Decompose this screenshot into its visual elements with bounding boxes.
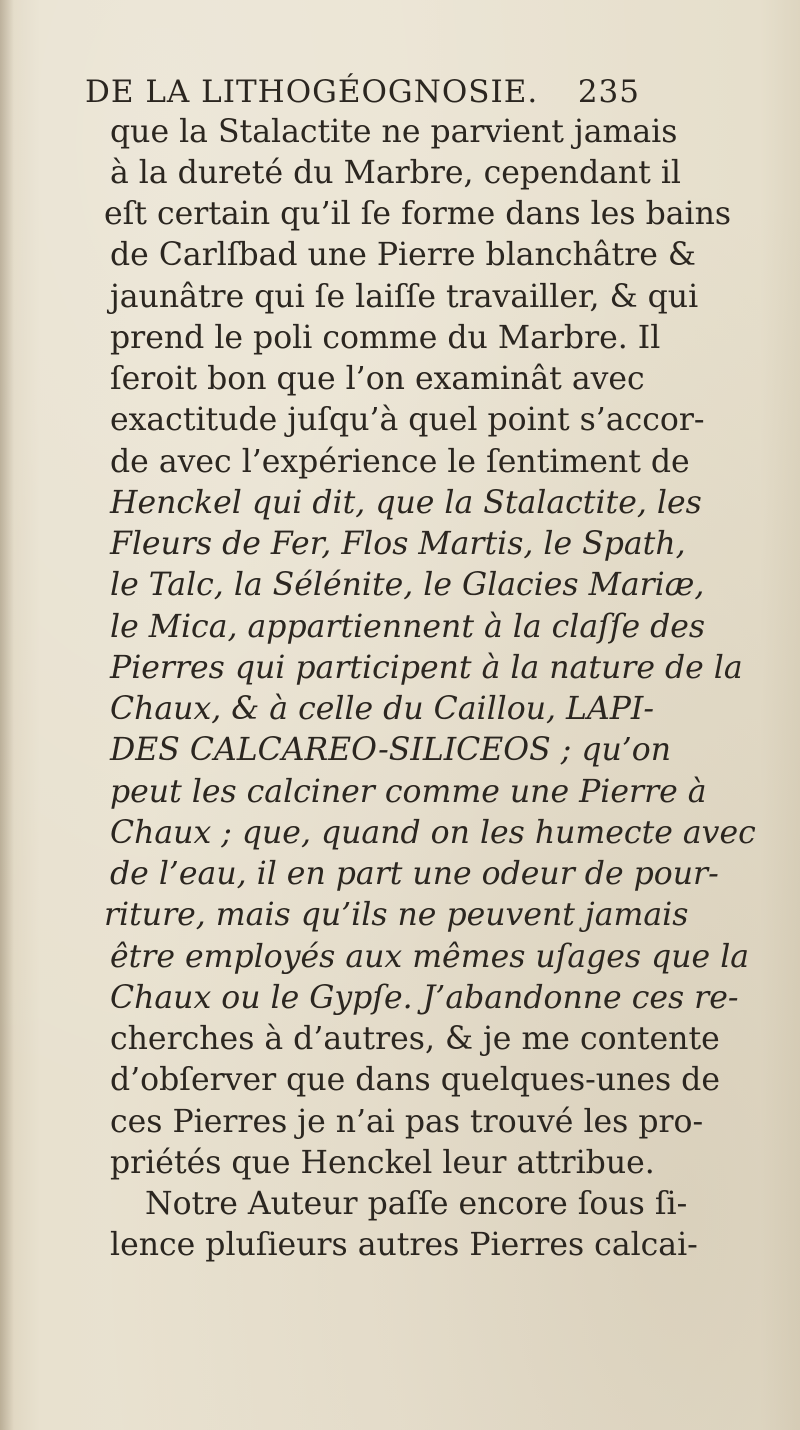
text-line: peut les calciner comme une Pierre à [110,774,707,810]
page-number: 235 [577,74,640,110]
text-line: ſeroit bon que l’on examinât avec [110,361,645,397]
text-line: Chaux ; que, quand on les humecte avec [110,815,756,851]
text-line: Henckel qui dit, que la Stalactite, les [110,485,702,521]
text-line: riture, mais qu’ils ne peuvent jamais [104,897,689,933]
text-line: d’obſerver que dans quelques-unes de [110,1062,720,1098]
text-line: Fleurs de Fer, Flos Martis, le Spath, [110,526,686,562]
text-line: DES CALCAREO-SILICEOS ; qu’on [110,732,672,768]
text-line: lence pluſieurs autres Pierres calcai- [110,1227,698,1263]
text-line: cherches à d’autres, & je me contente [110,1021,720,1057]
text-line: exactitude juſqu’à quel point s’accor- [110,402,705,438]
text-line: Pierres qui participent à la nature de la [110,650,743,686]
text-line: être employés aux mêmes uſages que la [110,939,750,975]
text-line: priétés que Henckel leur attribue. [110,1145,655,1181]
text-line: de Carlſbad une Pierre blanchâtre & [110,237,696,273]
text-line: Chaux, & à celle du Caillou, LAPI- [110,691,654,727]
text-line: Notre Auteur paſſe encore ſous ſi- [145,1186,688,1222]
page-gutter-shadow [0,0,14,1430]
text-line: Chaux ou le Gypſe. J’abandonne ces re- [110,980,739,1016]
text-line: de l’eau, il en part une odeur de pour- [110,856,719,892]
running-title: DE LA LITHOGÉOGNOSIE. [85,74,539,110]
text-line: le Mica, appartiennent à la claſſe des [110,609,706,645]
text-line: que la Stalactite ne parvient jamais [110,114,678,150]
text-line: eſt certain qu’il ſe forme dans les bains [104,196,732,232]
text-line: prend le poli comme du Marbre. Il [110,320,661,356]
text-line: de avec l’expérience le ſentiment de [110,444,690,480]
text-line: ces Pierres je n’ai pas trouvé les pro- [110,1104,704,1140]
text-line: le Talc, la Sélénite, le Glacies Mariæ, [110,567,705,603]
text-line: jaunâtre qui ſe laiſſe travailler, & qui [110,279,699,315]
text-line: à la dureté du Marbre, cependant il [110,155,681,191]
